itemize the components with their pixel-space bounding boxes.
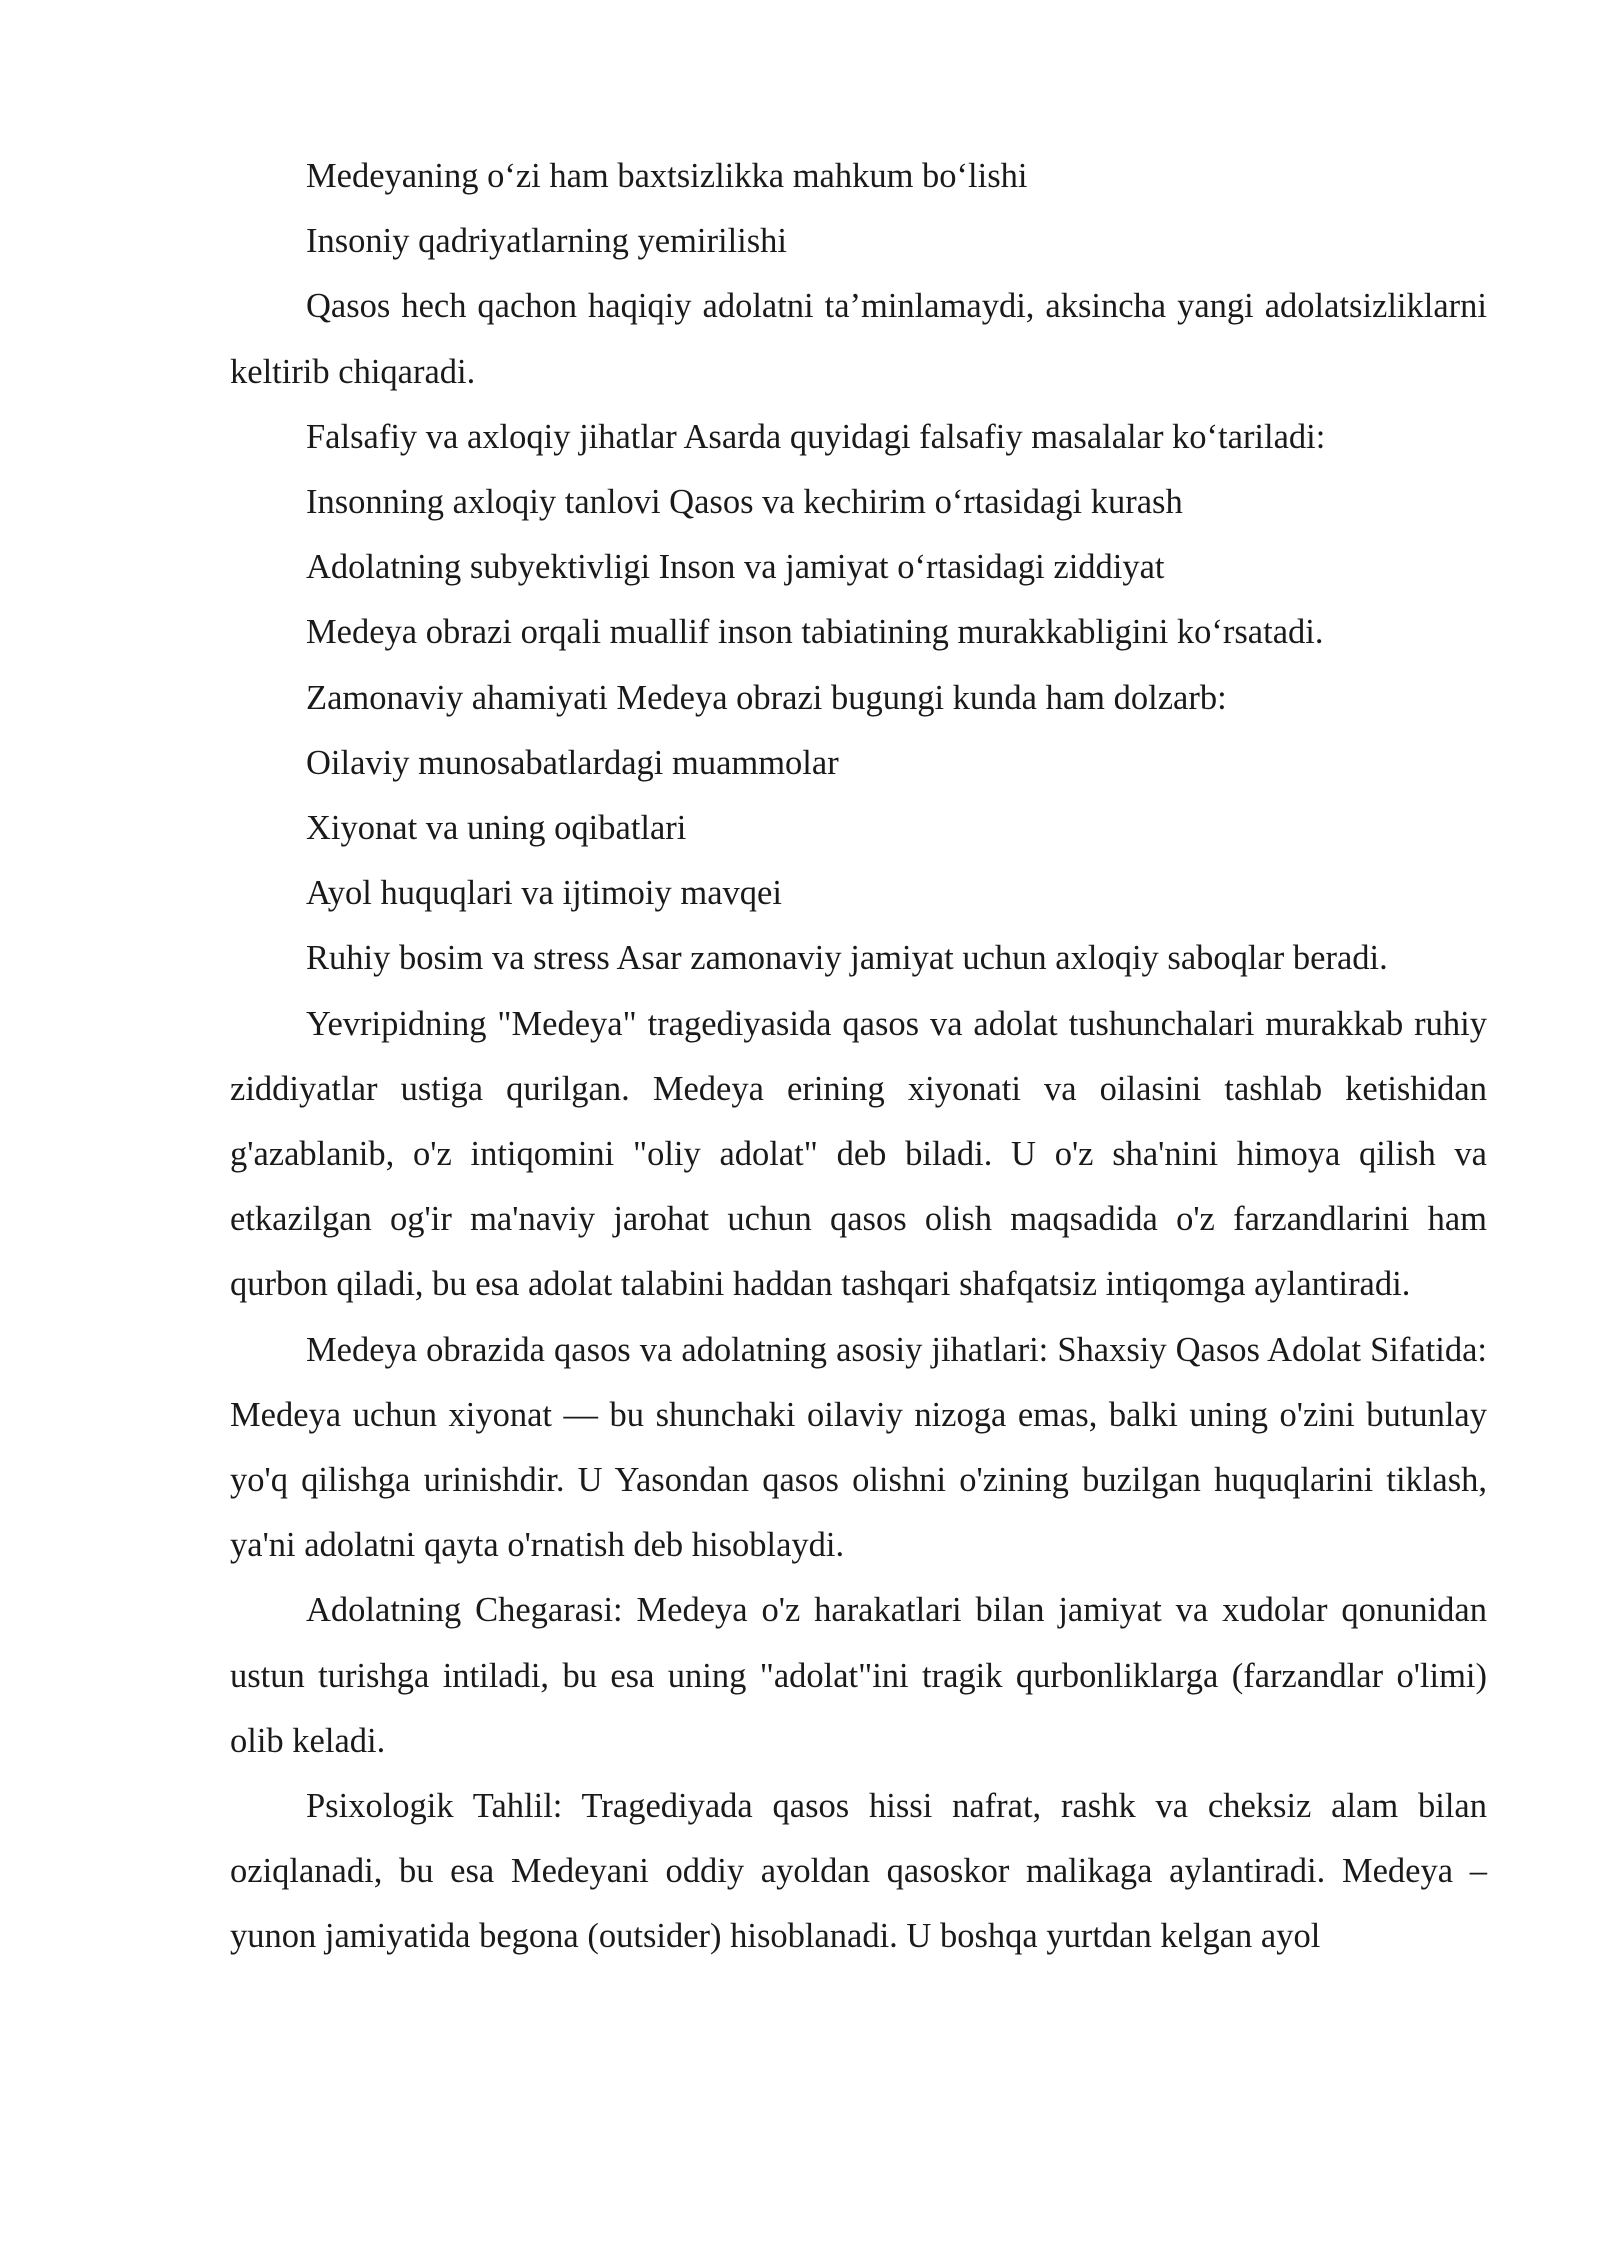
paragraph: Adolatning Chegarasi: Medeya o'z harakatlari bilan jamiyat va xudolar qonunidan ustun turishga intiladi, bu esa uning "adolat"ini tragik qurbonliklarga (farzandlar o'limi) olib keladi. xyxy=(230,1591,1487,1760)
paragraph: Adolatning subyektivligi Inson va jamiyat o‘rtasidagi ziddiyat xyxy=(306,548,1165,587)
paragraph: Insonning axloqiy tanlovi Qasos va kechirim o‘rtasidagi kurash xyxy=(306,483,1183,522)
paragraph: Ruhiy bosim va stress Asar zamonaviy jamiyat uchun axloqiy saboqlar beradi. xyxy=(306,939,1388,978)
paragraph: Xiyonat va uning oqibatlari xyxy=(306,809,687,848)
paragraph: Psixologik Tahlil: Tragediyada qasos hissi nafrat, rashk va cheksiz alam bilan oziqlanadi, bu esa Medeyani oddiy ayoldan qasoskor malikaga aylantiradi. Medeya – yunon jamiyatida begona (outsider) hisoblanadi. U boshqa yurtdan kelgan ayol xyxy=(230,1787,1487,1956)
paragraph: Medeyaning o‘zi ham baxtsizlikka mahkum bo‘lishi xyxy=(306,157,1028,195)
paragraph: Qasos hech qachon haqiqiy adolatni ta’minlamaydi, aksincha yangi adolatsizliklarni keltirib chiqaradi. xyxy=(230,287,1487,391)
paragraph: Medeya obrazi orqali muallif inson tabiatining murakkabligini ko‘rsatadi. xyxy=(306,613,1324,652)
paragraph: Ayol huquqlari va ijtimoiy mavqei xyxy=(306,874,782,913)
paragraph: Falsafiy va axloqiy jihatlar Asarda quyidagi falsafiy masalalar ko‘tariladi: xyxy=(306,417,1326,456)
paragraph: Medeya obrazida qasos va adolatning asosiy jihatlari: Shaxsiy Qasos Adolat Sifatida: Medeya uchun xiyonat — bu shunchaki oilaviy nizoga emas, balki uning o'zini butunlay yo'q qilishga urinishdir. U Yasondan qasos olishni o'zining buzilgan huquqlarini tiklash, ya'ni adolatni qayta o'rnatish deb hisoblaydi. xyxy=(230,1330,1487,1565)
paragraph: Oilaviy munosabatlardagi muammolar xyxy=(306,743,839,782)
document-body xyxy=(230,144,1487,1970)
paragraph: Zamonaviy ahamiyati Medeya obrazi bugungi kunda ham dolzarb: xyxy=(306,678,1227,717)
paragraph: Yevripidning "Medeya" tragediyasida qasos va adolat tushunchalari murakkab ruhiy ziddiyatlar ustiga qurilgan. Medeya erining xiyonati va oilasini tashlab ketishidan g'azablanib, o'z intiqomini "oliy adolat" deb biladi. U o'z sha'nini himoya qilish va etkazilgan og'ir ma'naviy jarohat uchun qasos olish maqsadida o'z farzandlarini ham qurbon qiladi, bu esa adolat talabini haddan tashqari shafqatsiz intiqomga aylantiradi. xyxy=(230,1004,1487,1304)
paragraph: Insoniy qadriyatlarning yemirilishi xyxy=(306,222,787,261)
